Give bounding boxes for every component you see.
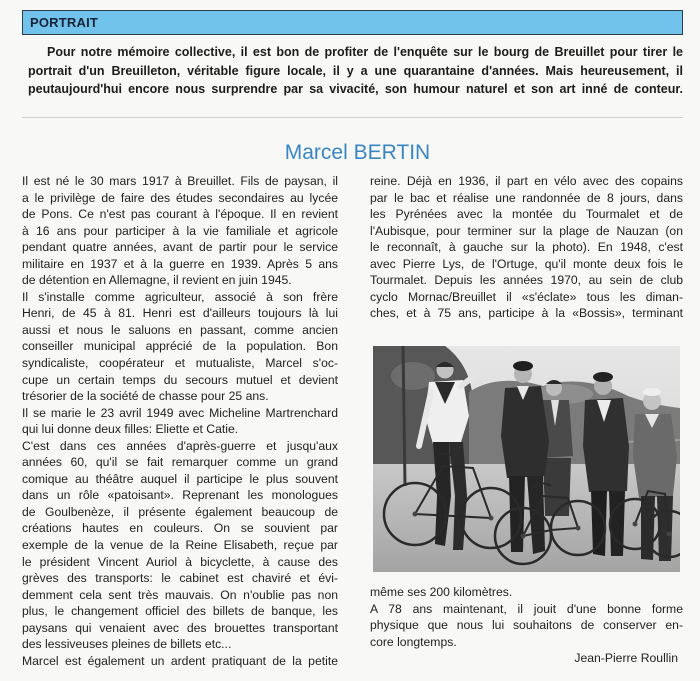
- text-line: Il est né le 30 mars 1917 à Breuillet. Fils de paysan, il: [22, 174, 338, 188]
- photo-ground: [373, 464, 680, 572]
- text-line: ches, et à 75 ans, participe à la «Bossis», terminant: [370, 306, 683, 321]
- text-line: core longtemps.: [370, 634, 457, 649]
- black-and-white-photo: [373, 346, 680, 572]
- text-line: Tourmalet. Depuis les années 1970, au sein de club: [370, 273, 683, 288]
- text-line: Marcel est également un ardent pratiquant de la petite: [22, 653, 338, 668]
- section-header-label: PORTRAIT: [30, 15, 99, 30]
- text-line: plus, le changement officiel des billets de banque, les: [22, 604, 338, 619]
- text-line: cupe un certain temps du secours mutuel et devient: [22, 372, 338, 387]
- text-line: a le privilège de faire des études secondaires au lycée: [22, 190, 338, 205]
- intro-paragraph: [28, 43, 683, 99]
- intro-line: peutaujourd'hui encore nous surprendre par sa vivacité, son humour naturel et son art inné de conteur.: [28, 82, 683, 96]
- article-title: Marcel BERTIN: [284, 141, 431, 164]
- text-line: des lessiveuses pleines de billets etc...: [22, 637, 232, 652]
- text-line: exemple de la venue de la Reine Elisabeth, reçue par: [22, 538, 338, 553]
- text-line: même ses 200 kilomètres.: [370, 585, 513, 599]
- text-line: créations hautes en couleurs. On se souvient par: [22, 521, 338, 536]
- text-line: le reconnaît, à gauche sur la photo). En 1948, c'est: [370, 240, 683, 255]
- author-signature: Jean-Pierre Roullin: [574, 651, 678, 666]
- text-line: années 60, qu'il se fait remarquer comme un grand: [22, 455, 338, 470]
- text-line: de détention en Allemagne, il revient en juin 1945.: [22, 273, 292, 288]
- text-line: trésorier de la société de chasse pour 25 ans.: [22, 389, 269, 404]
- text-line: pendant quatre années, avant de partir pour le service: [22, 240, 338, 255]
- right-column-bottom: [370, 584, 683, 667]
- text-line: dans un rôle «patoisant». Reprenant les monologues: [22, 488, 338, 503]
- text-line: le président Vincent Auriol à bicyclette, à cause des: [22, 554, 338, 569]
- right-column-top: [370, 173, 683, 322]
- text-line: qui lui donne deux filles: Eliette et Catie.: [22, 422, 239, 437]
- text-line: A 78 ans maintenant, il jouit d'une bonne forme: [370, 601, 683, 616]
- photo-pole: [403, 346, 405, 486]
- text-line: aussi et nous le saluons en passant, comme ancien: [22, 322, 338, 337]
- text-line: l'Aubisque, pour terminer sur la plage de Nauzan (on: [370, 223, 683, 238]
- section-header-bar: [22, 10, 683, 35]
- text-line: Henri, de 45 à 81. Henri est d'ailleurs toujours là lui: [22, 306, 338, 321]
- text-line: syndicaliste, coopérateur et mutualiste, Marcel s'oc-: [22, 356, 338, 371]
- text-line: C'est dans ces années d'après-guerre et jusqu'aux: [22, 438, 338, 453]
- intro-line: portrait d'un Breuilleton, véritable figure locale, il y a une quarantaine d'années. Mais heureusement, il: [28, 63, 683, 78]
- text-line: cyclo Mornac/Breuillet il «s'éclate» tous les diman-: [370, 289, 683, 304]
- cyclists-photo: [373, 346, 680, 572]
- text-line: physique que nous lui souhaitons de conserver en-: [370, 618, 683, 633]
- left-column: [22, 173, 338, 669]
- text-line: militaire en 1937 et à la guerre en 1939. Après 5 ans: [22, 256, 338, 271]
- text-line: grèves des transports: le cabinet est chaviré et évi-: [22, 571, 338, 586]
- text-line: Il se marie le 23 avril 1949 avec Micheline Martrenchard: [22, 405, 338, 420]
- text-line: par le bac et réalise une randonnée de 8 jours, dans: [370, 190, 683, 205]
- text-line: conseiller municipal apprécié de la population. Bon: [22, 339, 338, 354]
- text-line: de Pons. Ce n'est pas courant à l'époque. Il en revient: [22, 207, 338, 222]
- text-line: reine. Déjà en 1936, il part en vélo avec des copains: [370, 174, 683, 188]
- text-line: avec Pierre Lys, de l'Ortuge, qu'il monte deux fois le: [370, 256, 683, 271]
- text-line: comique au théâtre auquel il participe le plus souvent: [22, 471, 338, 486]
- text-line: Il s'installe comme agriculteur, associé à son frère: [22, 289, 338, 304]
- photo-tree-highlight: [391, 362, 435, 390]
- separator-line: [22, 117, 683, 118]
- intro-line: Pour notre mémoire collective, il est bon de profiter de l'enquête sur le bourg de Breuillet pour tirer le: [47, 45, 683, 59]
- text-line: paysans qui venaient avec des brouettes transportant: [22, 620, 338, 635]
- text-line: demment cela sent très mauvais. On n'oublie pas non: [22, 587, 338, 602]
- text-line: de Goulbenèze, il présente également beaucoup de: [22, 504, 338, 519]
- text-line: les Pyrénées avec la montée du Tourmalet et de: [370, 207, 683, 222]
- text-line: à 16 ans pour participer à la vie familiale et agricole: [22, 223, 338, 238]
